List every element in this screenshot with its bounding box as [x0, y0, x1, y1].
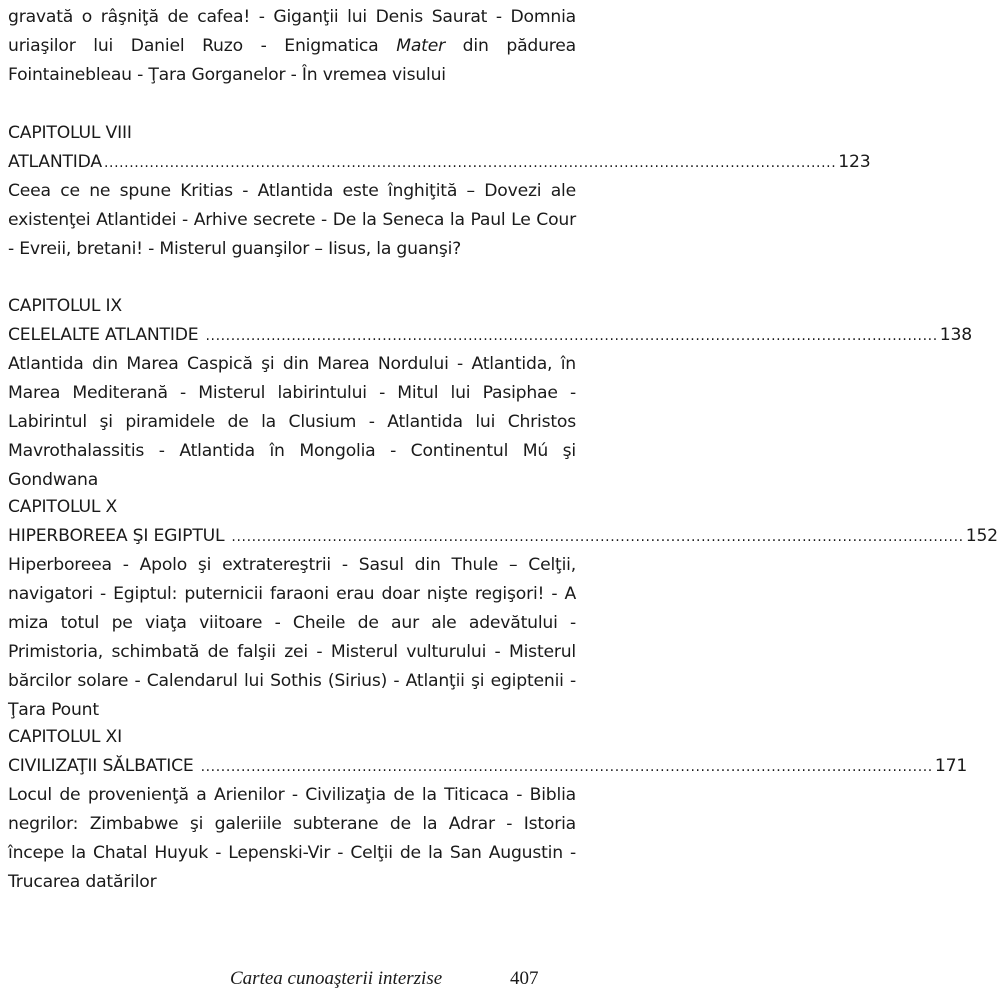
footer-book-title: Cartea cunoaşterii interzise — [230, 968, 443, 989]
chapter-page-number: 123 — [838, 152, 871, 172]
page-footer — [0, 964, 606, 994]
chapter-description: Atlantida din Marea Caspică şi din Marea Nordului - Atlantida, în Marea Mediterană - Misterul labirintului - Mitul lui Pasiphae - Labirintul şi piramidele de la Clusium - Atlantida lui Christos Mavrothalassitis - Atlantida în Mongolia - Continentul Mú şi Gondwana — [8, 354, 576, 490]
footer-page-number: 407 — [510, 968, 539, 989]
leader-dots: ................................................................................................................................................. — [226, 529, 964, 545]
leader-dots: ................................................................................................................................................. — [195, 759, 933, 775]
intro-text: gravată o râşniţă de cafea! - Giganţii lui Denis Saurat - Domnia uriaşilor lui Daniel Ruzo - Enigmatica — [8, 7, 576, 56]
leader-dots: ................................................................................................................................................. — [200, 328, 938, 344]
intro-description — [8, 3, 576, 90]
chapter-title: CIVILIZAŢII SĂLBATICE — [8, 756, 194, 776]
chapter-number: CAPITOLUL XI — [8, 727, 123, 747]
chapter-description: Locul de provenienţă a Arienilor - Civilizaţia de la Titicaca - Biblia negrilor: Zimbabwe şi galeriile subterane de la Adrar - Istoria începe la Chatal Huyuk - Lepenski-Vir - Celţii de la San Augustin - Trucarea datărilor — [8, 785, 576, 892]
chapter-number: CAPITOLUL X — [8, 497, 118, 517]
chapter-page-number: 171 — [934, 756, 968, 776]
chapter-title-row — [8, 148, 871, 177]
intro-emphasis: Mater — [396, 36, 445, 56]
intro-text-end: din pădurea Fointainebleau - Ţara Gorganelor - În vremea visului — [8, 36, 576, 85]
chapter-xi — [8, 723, 968, 897]
leader-dots: ................................................................................................................................................. — [103, 155, 837, 171]
chapter-x — [8, 493, 998, 725]
chapter-viii — [8, 119, 871, 264]
chapter-title-row — [8, 752, 968, 781]
chapter-description: Hiperboreea - Apolo şi extratereştrii - Sasul din Thule – Celţii, navigatori - Egiptul: puternicii faraoni erau doar nişte regişori! - A miza totul pe viaţa viitoare - Cheile de aur ale adevătului - Primistoria, schimbată de falşii zei - Misterul vulturului - Misterul bărcilor solare - Calendarul lui Sothis (Sirius) - Atlanţii şi egiptenii - Ţara Pount — [8, 555, 576, 720]
chapter-number: CAPITOLUL IX — [8, 296, 123, 316]
chapter-page-number: 138 — [939, 325, 972, 345]
chapter-title: CELELALTE ATLANTIDE — [8, 325, 199, 345]
chapter-title-row — [8, 522, 998, 551]
chapter-title-row — [8, 321, 972, 350]
chapter-ix — [8, 292, 972, 495]
chapter-page-number: 152 — [965, 526, 998, 546]
chapter-number: CAPITOLUL VIII — [8, 123, 132, 143]
chapter-title: HIPERBOREEA ŞI EGIPTUL — [8, 526, 225, 546]
chapter-title: ATLANTIDA — [8, 152, 102, 172]
chapter-description: Ceea ce ne spune Kritias - Atlantida este înghiţită – Dovezi ale existenţei Atlantidei - Arhive secrete - De la Seneca la Paul Le Cour - Evreii, bretani! - Misterul guanşilor – Iisus, la guanşi? — [8, 181, 576, 259]
